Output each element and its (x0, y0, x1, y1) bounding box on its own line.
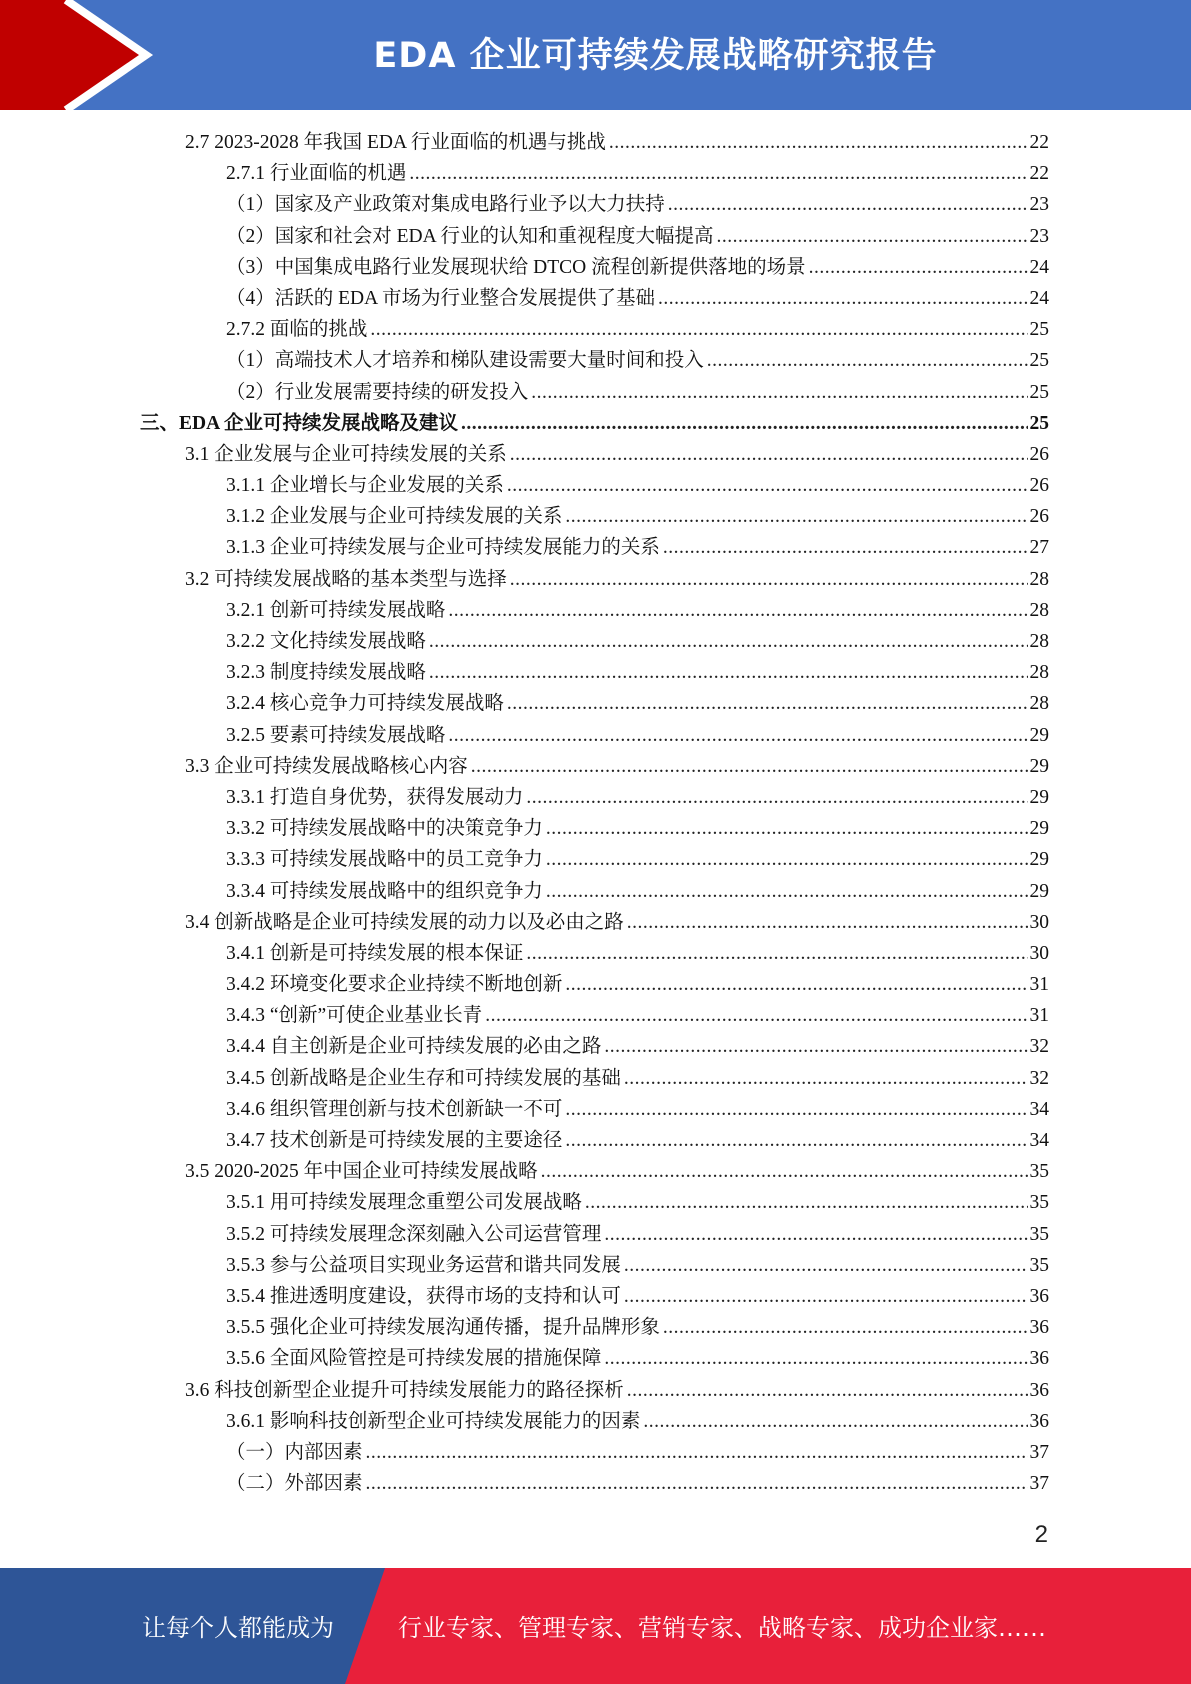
toc-entry-page: 35 (1029, 1192, 1049, 1214)
toc-leader-dots (448, 720, 1027, 751)
toc-entry-page: 28 (1029, 662, 1049, 684)
toc-entry-label: 3.2.2 文化持续发展战略 (226, 631, 426, 652)
toc-entry-label: 3.4.6 组织管理创新与技术创新缺一不可 (226, 1098, 563, 1120)
toc-entry[interactable] (140, 1281, 1049, 1312)
toc-entry[interactable] (140, 1063, 1049, 1094)
toc-entry[interactable] (140, 1375, 1049, 1406)
toc-entry-label: （2）行业发展需要持续的研发投入 (226, 381, 529, 403)
toc-leader-dots (643, 1406, 1027, 1437)
toc-entry[interactable] (140, 1187, 1049, 1218)
toc-entry[interactable] (140, 907, 1049, 938)
toc-entry-label: （1）国家及产业政策对集成电路行业予以大力扶持 (226, 194, 665, 216)
toc-entry-label: （1）高端技术人才培养和梯队建设需要大量时间和投入 (226, 350, 704, 372)
toc-leader-dots (663, 1312, 1028, 1343)
toc-entry-page: 25 (1029, 412, 1049, 434)
toc-leader-dots (809, 252, 1028, 283)
toc-entry[interactable] (140, 345, 1049, 376)
toc-leader-dots (627, 1375, 1028, 1406)
toc-entry-page: 23 (1029, 225, 1049, 247)
toc-entry-page: 29 (1029, 880, 1049, 902)
toc-entry-page: 35 (1029, 1254, 1049, 1276)
toc-entry[interactable] (140, 782, 1049, 813)
toc-entry-page: 24 (1029, 287, 1049, 309)
toc-entry-label: 3.4 创新战略是企业可持续发展的动力以及必由之路 (185, 911, 624, 933)
toc-leader-dots (565, 1094, 1027, 1125)
footer-banner (0, 1568, 1191, 1684)
toc-leader-dots (526, 782, 1027, 813)
toc-entry[interactable] (140, 1125, 1049, 1156)
toc-leader-dots (658, 283, 1027, 314)
toc-leader-dots (507, 470, 1028, 501)
toc-leader-dots (510, 564, 1028, 595)
toc-entry-page: 24 (1029, 256, 1049, 278)
toc-entry[interactable] (140, 720, 1049, 751)
toc-leader-dots (541, 1156, 1028, 1187)
toc-leader-dots (707, 345, 1028, 376)
toc-entry-page: 30 (1029, 942, 1049, 964)
toc-leader-dots (624, 1250, 1028, 1281)
toc-leader-dots (604, 1219, 1027, 1250)
toc-entry[interactable] (140, 377, 1049, 408)
toc-leader-dots (448, 595, 1027, 626)
toc-entry[interactable] (140, 408, 1049, 439)
toc-entry-label: （一）内部因素 (226, 1441, 363, 1463)
toc-entry-label: （3）中国集成电路行业发展现状给 DTCO 流程创新提供落地的场景 (226, 256, 806, 278)
toc-entry[interactable] (140, 158, 1049, 189)
toc-entry-page: 31 (1029, 1005, 1049, 1027)
toc-leader-dots (565, 501, 1027, 532)
toc-entry-page: 36 (1029, 1317, 1049, 1339)
toc-entry-page: 28 (1029, 568, 1049, 590)
toc-entry-page: 36 (1029, 1348, 1049, 1370)
toc-entry-page: 26 (1029, 506, 1049, 528)
toc-entry-label: 3.5 2020-2025 年中国企业可持续发展战略 (185, 1161, 538, 1183)
toc-entry-label: 3.5.1 用可持续发展理念重塑公司发展战略 (226, 1192, 582, 1214)
toc-entry-page: 25 (1029, 319, 1049, 341)
footer-slogan-right: 行业专家、管理专家、营销专家、战略专家、成功企业家…… (398, 1614, 1046, 1642)
toc-leader-dots (485, 1000, 1027, 1031)
toc-entry-page: 35 (1029, 1161, 1049, 1183)
toc-entry-page: 36 (1029, 1285, 1049, 1307)
header-banner (0, 0, 1191, 110)
toc-leader-dots (624, 1063, 1028, 1094)
toc-leader-dots (461, 408, 1028, 439)
toc-entry-label: 3.3.3 可持续发展战略中的员工竞争力 (226, 849, 543, 871)
toc-entry-page: 32 (1029, 1036, 1049, 1058)
toc-entry-label: （2）国家和社会对 EDA 行业的认知和重视程度大幅提高 (226, 225, 714, 247)
table-of-contents (140, 127, 1049, 1499)
toc-entry-label: 3.5.2 可持续发展理念深刻融入公司运营管理 (226, 1223, 602, 1245)
toc-entry[interactable] (140, 532, 1049, 563)
toc-leader-dots (366, 1437, 1028, 1468)
toc-leader-dots (585, 1187, 1028, 1218)
toc-leader-dots (624, 1281, 1028, 1312)
toc-entry-page: 34 (1029, 1098, 1049, 1120)
toc-entry[interactable] (140, 1031, 1049, 1062)
toc-leader-dots (526, 938, 1027, 969)
toc-entry-label: 3.1.1 企业增长与企业发展的关系 (226, 475, 504, 497)
toc-entry[interactable] (140, 1219, 1049, 1250)
toc-entry[interactable] (140, 1250, 1049, 1281)
toc-leader-dots (546, 813, 1028, 844)
toc-entry-label: 3.3.4 可持续发展战略中的组织竞争力 (226, 880, 543, 902)
toc-leader-dots (604, 1031, 1027, 1062)
toc-entry[interactable] (140, 813, 1049, 844)
toc-entry-page: 28 (1029, 631, 1049, 652)
toc-entry-label: 2.7.2 面临的挑战 (226, 319, 368, 341)
toc-entry-label: 3.4.7 技术创新是可持续发展的主要途径 (226, 1130, 563, 1151)
toc-entry[interactable] (140, 595, 1049, 626)
toc-entry[interactable] (140, 876, 1049, 907)
toc-entry-label: 3.1.2 企业发展与企业可持续发展的关系 (226, 506, 563, 528)
toc-entry[interactable] (140, 221, 1049, 252)
toc-entry[interactable] (140, 626, 1049, 657)
toc-leader-dots (409, 158, 1027, 189)
toc-entry-page: 27 (1029, 537, 1049, 559)
toc-entry[interactable] (140, 252, 1049, 283)
toc-entry-label: 3.2.3 制度持续发展战略 (226, 662, 426, 684)
toc-entry[interactable] (140, 751, 1049, 782)
toc-entry-page: 29 (1029, 786, 1049, 808)
toc-entry-page: 29 (1029, 849, 1049, 871)
toc-leader-dots (609, 127, 1028, 158)
toc-leader-dots (370, 314, 1027, 345)
toc-entry-label: 3.4.2 环境变化要求企业持续不断地创新 (226, 974, 563, 996)
toc-entry-label: 3.6 科技创新型企业提升可持续发展能力的路径探析 (185, 1379, 624, 1401)
toc-entry-label: 三、EDA 企业可持续发展战略及建议 (140, 412, 458, 434)
toc-leader-dots (510, 439, 1028, 470)
toc-entry[interactable] (140, 189, 1049, 220)
toc-entry-page: 32 (1029, 1067, 1049, 1089)
toc-entry-page: 29 (1029, 724, 1049, 746)
toc-leader-dots (663, 532, 1028, 563)
toc-entry-label: 3.3.1 打造自身优势，获得发展动力 (226, 786, 524, 808)
toc-entry-label: 3.5.3 参与公益项目实现业务运营和谐共同发展 (226, 1254, 621, 1276)
toc-entry-page: 35 (1029, 1223, 1049, 1245)
toc-entry[interactable] (140, 470, 1049, 501)
toc-entry-page: 29 (1029, 755, 1049, 777)
toc-entry-page: 31 (1029, 974, 1049, 996)
toc-leader-dots (717, 221, 1028, 252)
toc-entry[interactable] (140, 501, 1049, 532)
toc-entry-label: 3.4.1 创新是可持续发展的根本保证 (226, 942, 524, 964)
toc-entry[interactable] (140, 439, 1049, 470)
chevron-icon (0, 0, 240, 110)
toc-entry[interactable] (140, 1000, 1049, 1031)
toc-entry-label: 3.3.2 可持续发展战略中的决策竞争力 (226, 818, 543, 840)
toc-leader-dots (531, 377, 1027, 408)
toc-entry-page: 25 (1029, 350, 1049, 372)
toc-entry-page: 26 (1029, 443, 1049, 465)
footer-slogan-left: 让每个人都能成为 (142, 1614, 334, 1642)
toc-entry-label: 3.2.5 要素可持续发展战略 (226, 724, 446, 746)
toc-entry-label: 2.7.1 行业面临的机遇 (226, 163, 407, 185)
toc-entry-label: 3.5.6 全面风险管控是可持续发展的措施保障 (226, 1348, 602, 1370)
toc-entry[interactable] (140, 1343, 1049, 1374)
toc-leader-dots (471, 751, 1028, 782)
toc-entry-label: 3.1 企业发展与企业可持续发展的关系 (185, 443, 507, 465)
toc-entry-page: 34 (1029, 1130, 1049, 1151)
toc-entry-label: 3.2.4 核心竞争力可持续发展战略 (226, 693, 504, 715)
toc-entry-page: 28 (1029, 599, 1049, 621)
toc-leader-dots (565, 1125, 1027, 1156)
toc-entry-label: （二）外部因素 (226, 1473, 363, 1495)
toc-entry[interactable] (140, 1468, 1049, 1499)
toc-entry-label: 3.1.3 企业可持续发展与企业可持续发展能力的关系 (226, 537, 660, 559)
toc-leader-dots (546, 844, 1028, 875)
toc-entry[interactable] (140, 127, 1049, 158)
toc-leader-dots (507, 688, 1028, 719)
toc-entry-label: 3.5.5 强化企业可持续发展沟通传播，提升品牌形象 (226, 1317, 660, 1339)
toc-entry-page: 29 (1029, 818, 1049, 840)
toc-entry-page: 22 (1029, 163, 1049, 185)
toc-entry-page: 30 (1029, 911, 1049, 933)
toc-entry-label: 3.4.5 创新战略是企业生存和可持续发展的基础 (226, 1067, 621, 1089)
toc-entry-page: 25 (1029, 381, 1049, 403)
toc-entry-page: 36 (1029, 1410, 1049, 1432)
toc-leader-dots (668, 189, 1028, 220)
toc-leader-dots (366, 1468, 1028, 1499)
toc-entry[interactable] (140, 688, 1049, 719)
toc-entry-label: 3.4.3 “创新”可使企业基业长青 (226, 1005, 483, 1027)
toc-leader-dots (546, 876, 1028, 907)
report-title: EDA 企业可持续发展战略研究报告 (373, 36, 938, 76)
toc-leader-dots (627, 907, 1028, 938)
toc-entry-page: 37 (1029, 1473, 1049, 1495)
toc-entry-label: 3.2.1 创新可持续发展战略 (226, 599, 446, 621)
toc-entry[interactable] (140, 1156, 1049, 1187)
toc-entry[interactable] (140, 283, 1049, 314)
toc-entry-label: 3.5.4 推进透明度建设，获得市场的支持和认可 (226, 1285, 621, 1307)
toc-entry[interactable] (140, 314, 1049, 345)
toc-entry[interactable] (140, 657, 1049, 688)
toc-leader-dots (429, 657, 1028, 688)
toc-entry[interactable] (140, 844, 1049, 875)
toc-entry[interactable] (140, 969, 1049, 1000)
toc-entry-page: 26 (1029, 475, 1049, 497)
toc-entry-label: 2.7 2023-2028 年我国 EDA 行业面临的机遇与挑战 (185, 132, 606, 153)
toc-entry-label: （4）活跃的 EDA 市场为行业整合发展提供了基础 (226, 287, 656, 309)
toc-entry-label: 3.2 可持续发展战略的基本类型与选择 (185, 568, 507, 590)
toc-entry-page: 36 (1029, 1379, 1049, 1401)
toc-leader-dots (604, 1343, 1027, 1374)
toc-entry[interactable] (140, 1312, 1049, 1343)
toc-entry-label: 3.6.1 影响科技创新型企业可持续发展能力的因素 (226, 1410, 641, 1432)
toc-entry-page: 23 (1029, 194, 1049, 216)
toc-entry-label: 3.3 企业可持续发展战略核心内容 (185, 755, 468, 777)
toc-entry-page: 37 (1029, 1441, 1049, 1463)
toc-entry-page: 22 (1029, 132, 1049, 153)
toc-entry[interactable] (140, 564, 1049, 595)
toc-entry[interactable] (140, 938, 1049, 969)
toc-entry[interactable] (140, 1437, 1049, 1468)
page-number: 2 (1034, 1521, 1048, 1548)
toc-leader-dots (565, 969, 1027, 1000)
toc-leader-dots (429, 626, 1028, 657)
toc-entry-label: 3.4.4 自主创新是企业可持续发展的必由之路 (226, 1036, 602, 1058)
toc-entry[interactable] (140, 1094, 1049, 1125)
toc-entry-page: 28 (1029, 693, 1049, 715)
toc-entry[interactable] (140, 1406, 1049, 1437)
